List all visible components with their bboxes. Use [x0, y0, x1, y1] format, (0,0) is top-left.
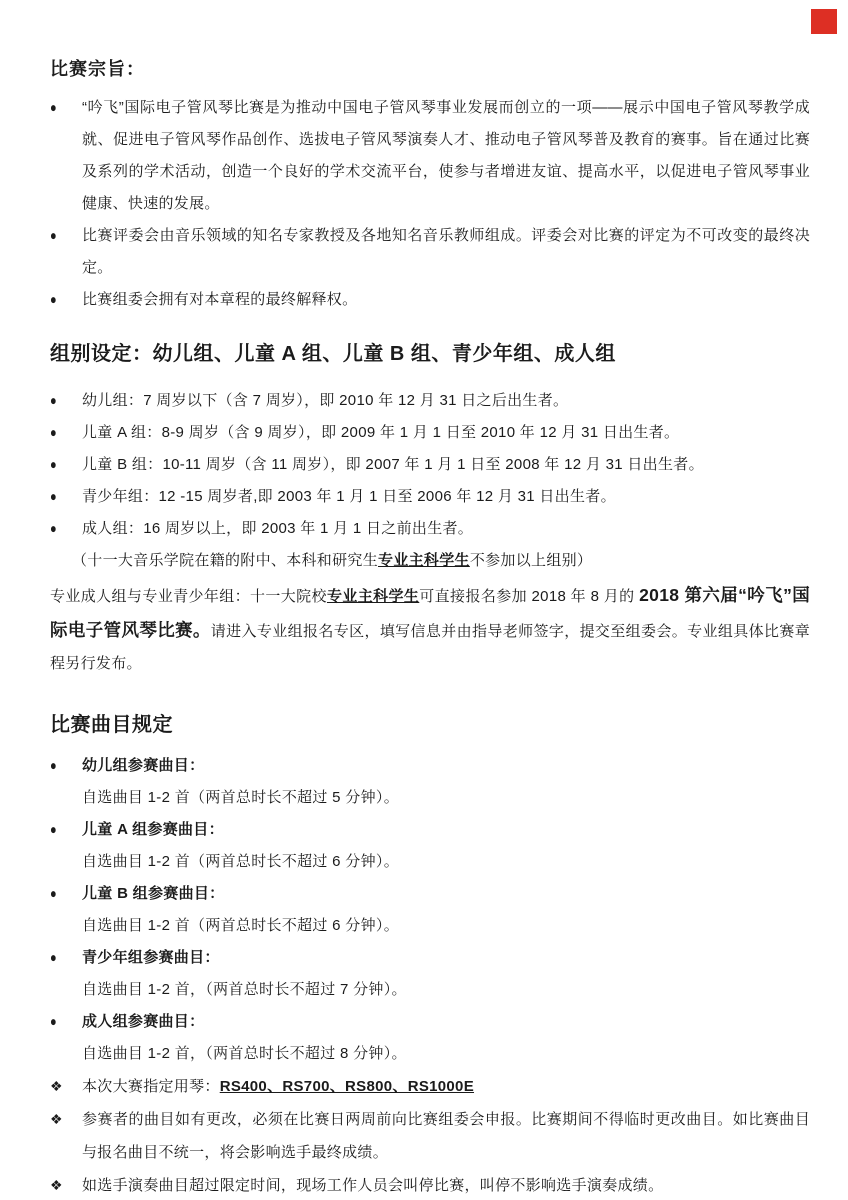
rule-item: 如选手演奏曲目超过限定时间，现场工作人员会叫停比赛，叫停不影响选手演奏成绩。 [82, 1176, 664, 1194]
groups-note [72, 545, 810, 576]
list-item [50, 385, 810, 417]
repertoire-item-label: 成人组参赛曲目： [82, 1012, 205, 1030]
repertoire-item-label: 幼儿组参赛曲目： [82, 756, 205, 774]
repertoire-item-detail: 自选曲目 1-2 首，（两首总时长不超过 7 分钟）。 [82, 980, 407, 998]
bullet-dot-icon: ● [50, 457, 57, 473]
groups-note-prefix: （十一大音乐学院在籍的附中、本科和研究生 [72, 552, 379, 569]
list-item [50, 417, 810, 449]
list-item [50, 284, 810, 316]
list-item [50, 1169, 810, 1200]
group-item: 成人组：16 周岁以上，即 2003 年 1 月 1 日之前出生者。 [82, 520, 474, 537]
groups-note-suffix: 不参加以上组别） [469, 552, 593, 569]
pro-part-3: 可直接报名参加 2018 年 8 月的 [419, 588, 640, 605]
list-item [50, 513, 810, 545]
list-item [50, 220, 810, 284]
pro-part-5: 请进入专业组报名专区，填写信息并由指导老师签字，提交至组委会。专业组具体比赛章程另行发布。 [50, 622, 810, 672]
list-item [50, 92, 810, 220]
purpose-bullet: “吟飞”国际电子管风琴比赛是为推动中国电子管风琴事业发展而创立的一项——展示中国电子管风琴教学成就、促进电子管风琴作品创作、选拔电子管风琴演奏人才、推动电子管风琴普及教育的赛事。旨在通过比赛及系列的学术活动，创造一个良好的学术交流平台，使参与者增进友谊、提高水平，以促进电子管风琴事业健康、快速的发展。 [82, 99, 810, 212]
repertoire-item-detail: 自选曲目 1-2 首（两首总时长不超过 6 分钟）。 [82, 916, 399, 934]
list-item [50, 1103, 810, 1169]
bullet-dot-icon: ● [50, 521, 57, 537]
pro-paragraph [50, 579, 810, 681]
repertoire-item-label: 儿童 B 组参赛曲目： [82, 884, 225, 902]
diamond-bullet-icon: ❖ [50, 1077, 63, 1094]
bullet-dot-icon: ● [50, 393, 57, 409]
pro-part-1: 专业成人组与专业青少年组：十一大院校 [50, 588, 327, 605]
list-item [50, 449, 810, 481]
repertoire-item-detail: 自选曲目 1-2 首（两首总时长不超过 6 分钟）。 [82, 852, 399, 870]
group-item: 幼儿组：7 周岁以下（含 7 周岁），即 2010 年 12 月 31 日之后出生者。 [82, 392, 569, 409]
bullet-dot-icon: ● [50, 425, 57, 441]
repertoire-heading: 比赛曲目规定 [50, 713, 173, 736]
purpose-list [50, 92, 810, 316]
group-item: 儿童 A 组：8-9 周岁（含 9 周岁），即 2009 年 1 月 1 日至 2010 年 12 月 31 日出生者。 [82, 424, 680, 441]
bullet-dot-icon: ● [50, 758, 57, 773]
bullet-dot-icon: ● [50, 822, 57, 837]
groups-list [50, 385, 810, 545]
list-item [50, 1006, 810, 1070]
groups-heading: 组别设定：幼儿组、儿童 A 组、儿童 B 组、青少年组、成人组 [50, 343, 616, 365]
bullet-dot-icon: ● [50, 489, 57, 505]
pro-emphasis-underline: 专业主科学生 [326, 588, 420, 605]
rules-list [50, 1070, 810, 1200]
purpose-bullet: 比赛组委会拥有对本章程的最终解释权。 [82, 291, 358, 308]
repertoire-list [50, 750, 810, 1070]
purpose-bullet: 比赛评委会由音乐领域的知名专家教授及各地知名音乐教师组成。评委会对比赛的评定为不可改变的最终决定。 [82, 227, 810, 276]
diamond-bullet-icon: ❖ [50, 1110, 63, 1127]
rule-item: 参赛者的曲目如有更改，必须在比赛日两周前向比赛组委会申报。比赛期间不得临时更改曲目。如比赛曲目与报名曲目不统一，将会影响选手最终成绩。 [82, 1110, 810, 1161]
repertoire-item-label: 青少年组参赛曲目： [82, 948, 220, 966]
bullet-dot-icon: ● [50, 950, 57, 965]
list-item [50, 814, 810, 878]
repertoire-item-detail: 自选曲目 1-2 首（两首总时长不超过 5 分钟）。 [82, 788, 399, 806]
rule-prefix: 本次大赛指定用琴： [82, 1077, 220, 1095]
red-stamp [811, 9, 837, 34]
purpose-heading: 比赛宗旨： [50, 59, 145, 79]
groups-note-emphasis: 专业主科学生 [378, 552, 470, 569]
group-item: 儿童 B 组：10-11 周岁（含 11 周岁），即 2007 年 1 月 1 日至 2008 年 12 月 31 日出生者。 [82, 456, 704, 473]
list-item [50, 481, 810, 513]
repertoire-item-label: 儿童 A 组参赛曲目： [82, 820, 224, 838]
repertoire-item-detail: 自选曲目 1-2 首，（两首总时长不超过 8 分钟）。 [82, 1044, 407, 1062]
list-item [50, 750, 810, 814]
bullet-dot-icon: ● [50, 228, 57, 244]
designated-models: RS400、RS700、RS800、RS1000E [219, 1077, 475, 1095]
bullet-dot-icon: ● [50, 886, 57, 901]
group-item: 青少年组：12 -15 周岁者,即 2003 年 1 月 1 日至 2006 年 12 月 31 日出生者。 [82, 488, 616, 505]
bullet-dot-icon: ● [50, 100, 57, 116]
list-item [50, 942, 810, 1006]
bullet-dot-icon: ● [50, 292, 57, 308]
rule-item [82, 1070, 810, 1103]
list-item [50, 1070, 810, 1103]
list-item [50, 878, 810, 942]
pro-competition-title: 2018 第六届“吟飞”国际电子管风琴比赛。 [50, 585, 811, 640]
bullet-dot-icon: ● [50, 1014, 57, 1029]
diamond-bullet-icon: ❖ [50, 1176, 63, 1193]
